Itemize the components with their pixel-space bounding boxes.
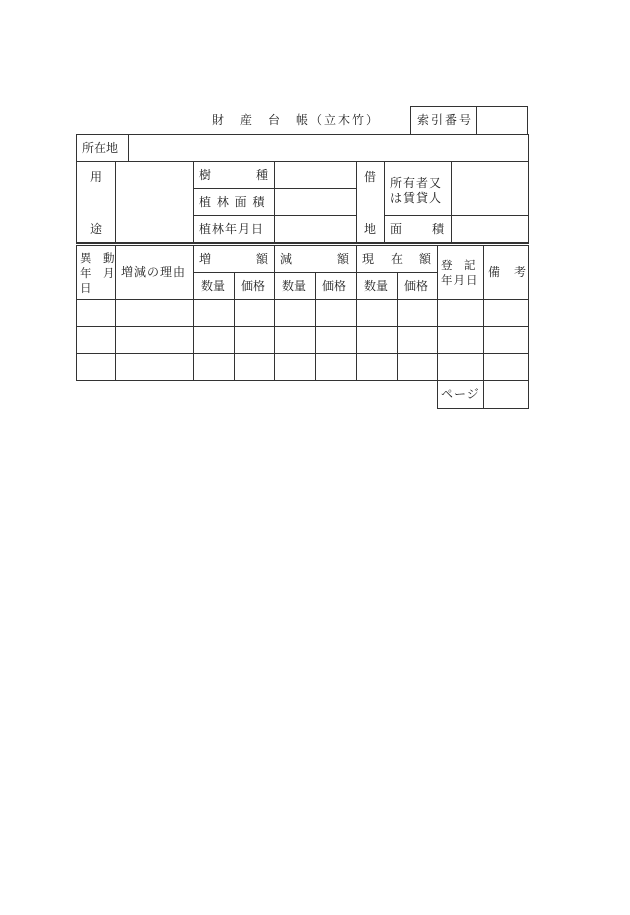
current-label-b: 在 [391, 252, 404, 266]
tree-species-label-a: 樹 [199, 168, 212, 182]
reason-label: 増減の理由 [121, 265, 187, 279]
leased-land-label-bottom: 地 [364, 222, 377, 236]
remarks-label-a: 備 [488, 265, 501, 279]
current-label-c: 額 [419, 252, 432, 266]
decrease-price-label: 価格 [322, 279, 347, 293]
use-label-bottom: 途 [90, 222, 103, 236]
land-area-label-b: 積 [432, 222, 445, 236]
remarks-label-b: 考 [514, 265, 527, 279]
planting-date-label: 植林年月日 [199, 222, 265, 236]
leased-land-label-top: 借 [364, 170, 377, 184]
registration-label-line2: 年月日 [441, 273, 479, 287]
decrease-label-b: 額 [337, 252, 350, 266]
page-label: ページ [441, 387, 480, 401]
movement-date-label-line1: 異 動 [80, 251, 115, 265]
land-area-label-a: 面 [390, 222, 403, 236]
decrease-quantity-label: 数量 [282, 279, 307, 293]
tree-species-label-b: 種 [256, 168, 269, 182]
decrease-label-a: 減 [280, 252, 293, 266]
current-quantity-label: 数量 [364, 279, 389, 293]
increase-quantity-label: 数量 [201, 279, 226, 293]
use-label-top: 用 [90, 170, 103, 184]
form-title: 財 産 台 帳（立木竹） [212, 113, 381, 127]
owner-label-line2: は賃貸人 [390, 191, 443, 205]
location-label: 所在地 [82, 141, 119, 155]
planting-area-label: 植 林 面 積 [199, 195, 266, 209]
increase-price-label: 価格 [241, 279, 266, 293]
current-label-a: 現 [362, 252, 375, 266]
movement-date-label-line3: 日 [80, 281, 92, 295]
owner-label-line1: 所有者又 [390, 176, 443, 190]
increase-label-a: 増 [199, 252, 212, 266]
current-price-label: 価格 [404, 279, 429, 293]
index-number-label: 索引番号 [417, 113, 474, 127]
registration-label-line1: 登 記 [441, 258, 476, 272]
increase-label-b: 額 [256, 252, 269, 266]
movement-date-label-line2: 年 月 [80, 266, 115, 280]
